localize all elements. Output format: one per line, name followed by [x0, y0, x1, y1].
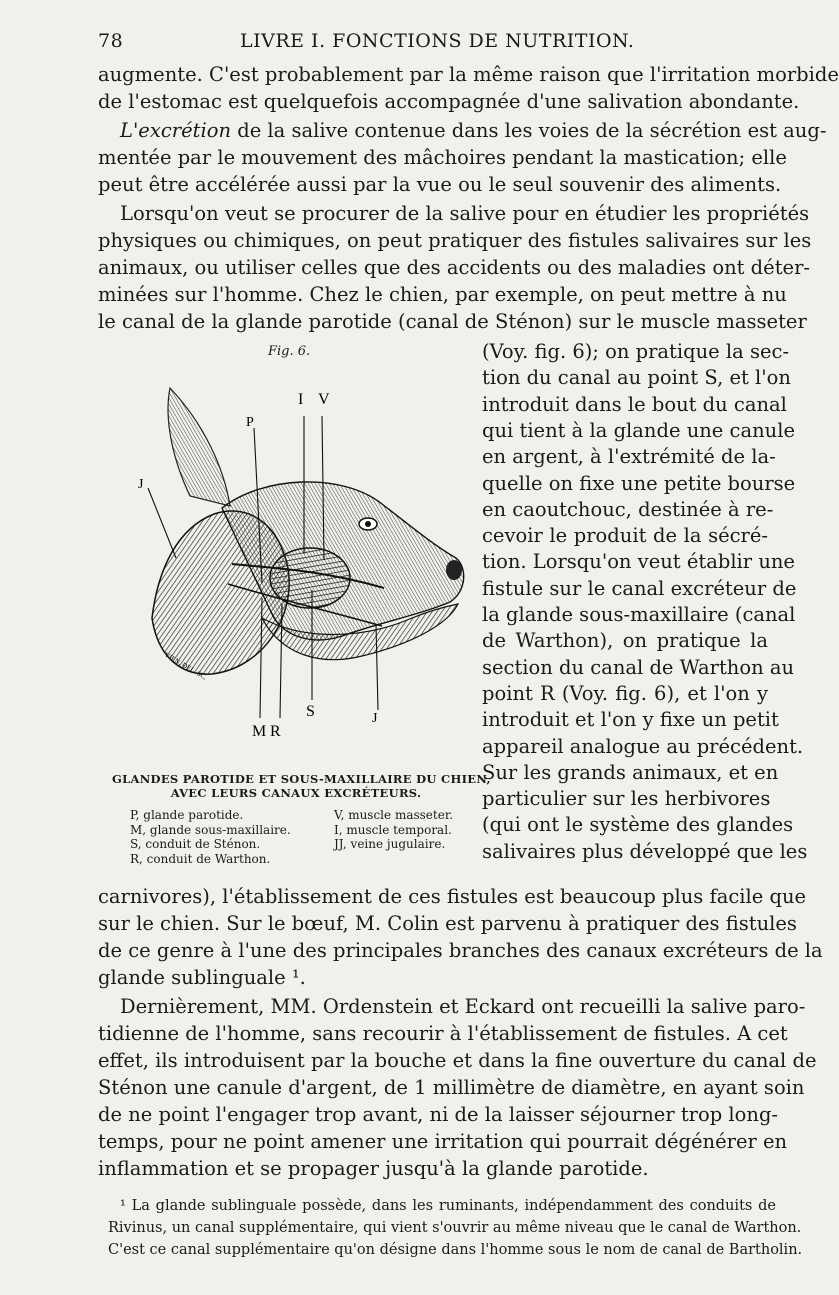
- text-line: mentée par le mouvement des mâchoires pendant la mastication; elle: [98, 146, 787, 169]
- side-column-line: tion. Lorsqu'on veut établir une: [482, 550, 795, 574]
- text-line: glande sublinguale ¹.: [98, 966, 306, 989]
- side-column-line: cevoir le produit de la sécré-: [482, 524, 768, 548]
- running-header: [98, 26, 768, 56]
- label-v: V: [318, 391, 330, 408]
- label-m: M: [252, 723, 267, 740]
- text-line: de ne point l'engager trop avant, ni de la laisser séjourner trop long-: [98, 1103, 779, 1126]
- text-line: Lorsqu'on veut se procurer de la salive pour en étudier les propriétés: [120, 202, 810, 225]
- text-line: physiques ou chimiques, on peut pratiquer des fistules salivaires sur les: [98, 229, 812, 252]
- text-line: le canal de la glande parotide (canal de Sténon) sur le muscle masseter: [98, 310, 807, 333]
- text-line: Dernièrement, MM. Ordenstein et Eckard ont recueilli la salive paro-: [120, 995, 806, 1018]
- side-column-line: section du canal de Warthon au: [482, 655, 795, 679]
- side-column-line: quelle on fixe une petite bourse: [482, 471, 796, 495]
- legend-entry: V, muscle masseter.: [334, 808, 454, 822]
- side-column-line: (Voy. fig. 6); on pratique la sec-: [482, 340, 790, 363]
- side-column-line: particulier sur les herbivores: [482, 787, 771, 811]
- figure-caption: Fig. 6.: [268, 344, 311, 359]
- text-line: [98, 118, 827, 144]
- legend-entry: JJ, veine jugulaire.: [334, 837, 446, 851]
- text-line: carnivores), l'établissement de ces fistules est beaucoup plus facile que: [98, 885, 807, 908]
- side-column-line: fistule sur le canal excréteur de: [482, 576, 797, 600]
- side-column-line: Sur les grands animaux, et en: [482, 760, 779, 784]
- footnote-line: Rivinus, un canal supplémentaire, qui vient s'ouvrir au même niveau que le canal de Warthon.: [108, 1220, 802, 1236]
- text-line: tidienne de l'homme, sans recourir à l'établissement de fistules. A cet: [98, 1022, 788, 1045]
- running-title: LIVRE I. FONCTIONS DE NUTRITION.: [240, 30, 635, 52]
- text-line: minées sur l'homme. Chez le chien, par exemple, on peut mettre à nu: [98, 283, 787, 306]
- text-span: de la salive contenue dans les voies de la sécrétion est aug-: [231, 119, 827, 142]
- side-column-line: introduit et l'on y fixe un petit: [482, 708, 779, 732]
- engraver-signature: VIEN. DEL. SC.: [163, 650, 209, 682]
- text-line: sur le chien. Sur le bœuf, M. Colin est parvenu à pratiquer des fistules: [98, 912, 797, 935]
- dog-head-engraving: [112, 378, 472, 738]
- text-line: de ce genre à l'une des principales branches des canaux excréteurs de la: [98, 939, 823, 962]
- label-s: S: [306, 703, 315, 720]
- side-column-line: en caoutchouc, destinée à re-: [482, 497, 774, 521]
- label-j-right: J: [372, 711, 378, 726]
- side-column-line: appareil analogue au précédent.: [482, 734, 804, 758]
- side-column-line: salivaires plus développé que les: [482, 839, 808, 863]
- text-line: peut être accélérée aussi par la vue ou le seul souvenir des aliments.: [98, 173, 782, 196]
- side-column-line: point R (Voy. fig. 6), et l'on y: [482, 681, 768, 705]
- text-line: de l'estomac est quelquefois accompagnée d'une salivation abondante.: [98, 90, 800, 113]
- text-line: animaux, ou utiliser celles que des accidents ou des maladies ont déter-: [98, 256, 810, 279]
- side-column-line: (qui ont le système des glandes: [482, 813, 794, 837]
- side-column-line: tion du canal au point S, et l'on: [482, 366, 791, 390]
- text-line: effet, ils introduisent par la bouche et dans la fine ouverture du canal de: [98, 1049, 817, 1072]
- legend-entry: M, glande sous-maxillaire.: [130, 822, 291, 837]
- label-p: P: [246, 415, 254, 430]
- emphasis-excretion: L'excrétion: [120, 119, 232, 142]
- legend-entry: P, glande parotide.: [130, 808, 244, 822]
- side-column-line: la glande sous-maxillaire (canal: [482, 603, 796, 626]
- side-column-line: qui tient à la glande une canule: [482, 418, 795, 442]
- figure-title-line1: GLANDES PAROTIDE ET SOUS-MAXILLAIRE DU CHIEN,: [112, 772, 491, 786]
- footnote-line: ¹ La glande sublinguale possède, dans les ruminants, indépendamment des conduits de: [120, 1198, 776, 1214]
- text-line: inflammation et se propager jusqu'à la glande parotide.: [98, 1157, 649, 1180]
- legend-entry: S, conduit de Sténon.: [130, 837, 261, 851]
- legend-entry: I, muscle temporal.: [334, 822, 452, 837]
- label-r: R: [270, 723, 281, 740]
- side-column-line: en argent, à l'extrémité de la-: [482, 445, 776, 469]
- text-line: augmente. C'est probablement par la même raison que l'irritation morbide: [98, 63, 839, 86]
- side-column-line: introduit dans le bout du canal: [482, 392, 787, 416]
- text-line: Sténon une canule d'argent, de 1 millimètre de diamètre, en ayant soin: [98, 1076, 805, 1099]
- text-line: temps, pour ne point amener une irritation qui pourrait dégénérer en: [98, 1130, 788, 1153]
- page-number: 78: [98, 30, 124, 52]
- label-j-left: J: [138, 477, 144, 492]
- side-column-line: de Warthon), on pratique la: [482, 629, 768, 653]
- figure-illustration: [112, 378, 472, 738]
- figure-title-line2: AVEC LEURS CANAUX EXCRÉTEURS.: [170, 786, 422, 800]
- label-i: I: [298, 391, 304, 408]
- legend-entry: R, conduit de Warthon.: [130, 851, 271, 866]
- footnote-line: C'est ce canal supplémentaire qu'on désigne dans l'homme sous le nom de canal de Bartholin.: [108, 1242, 803, 1258]
